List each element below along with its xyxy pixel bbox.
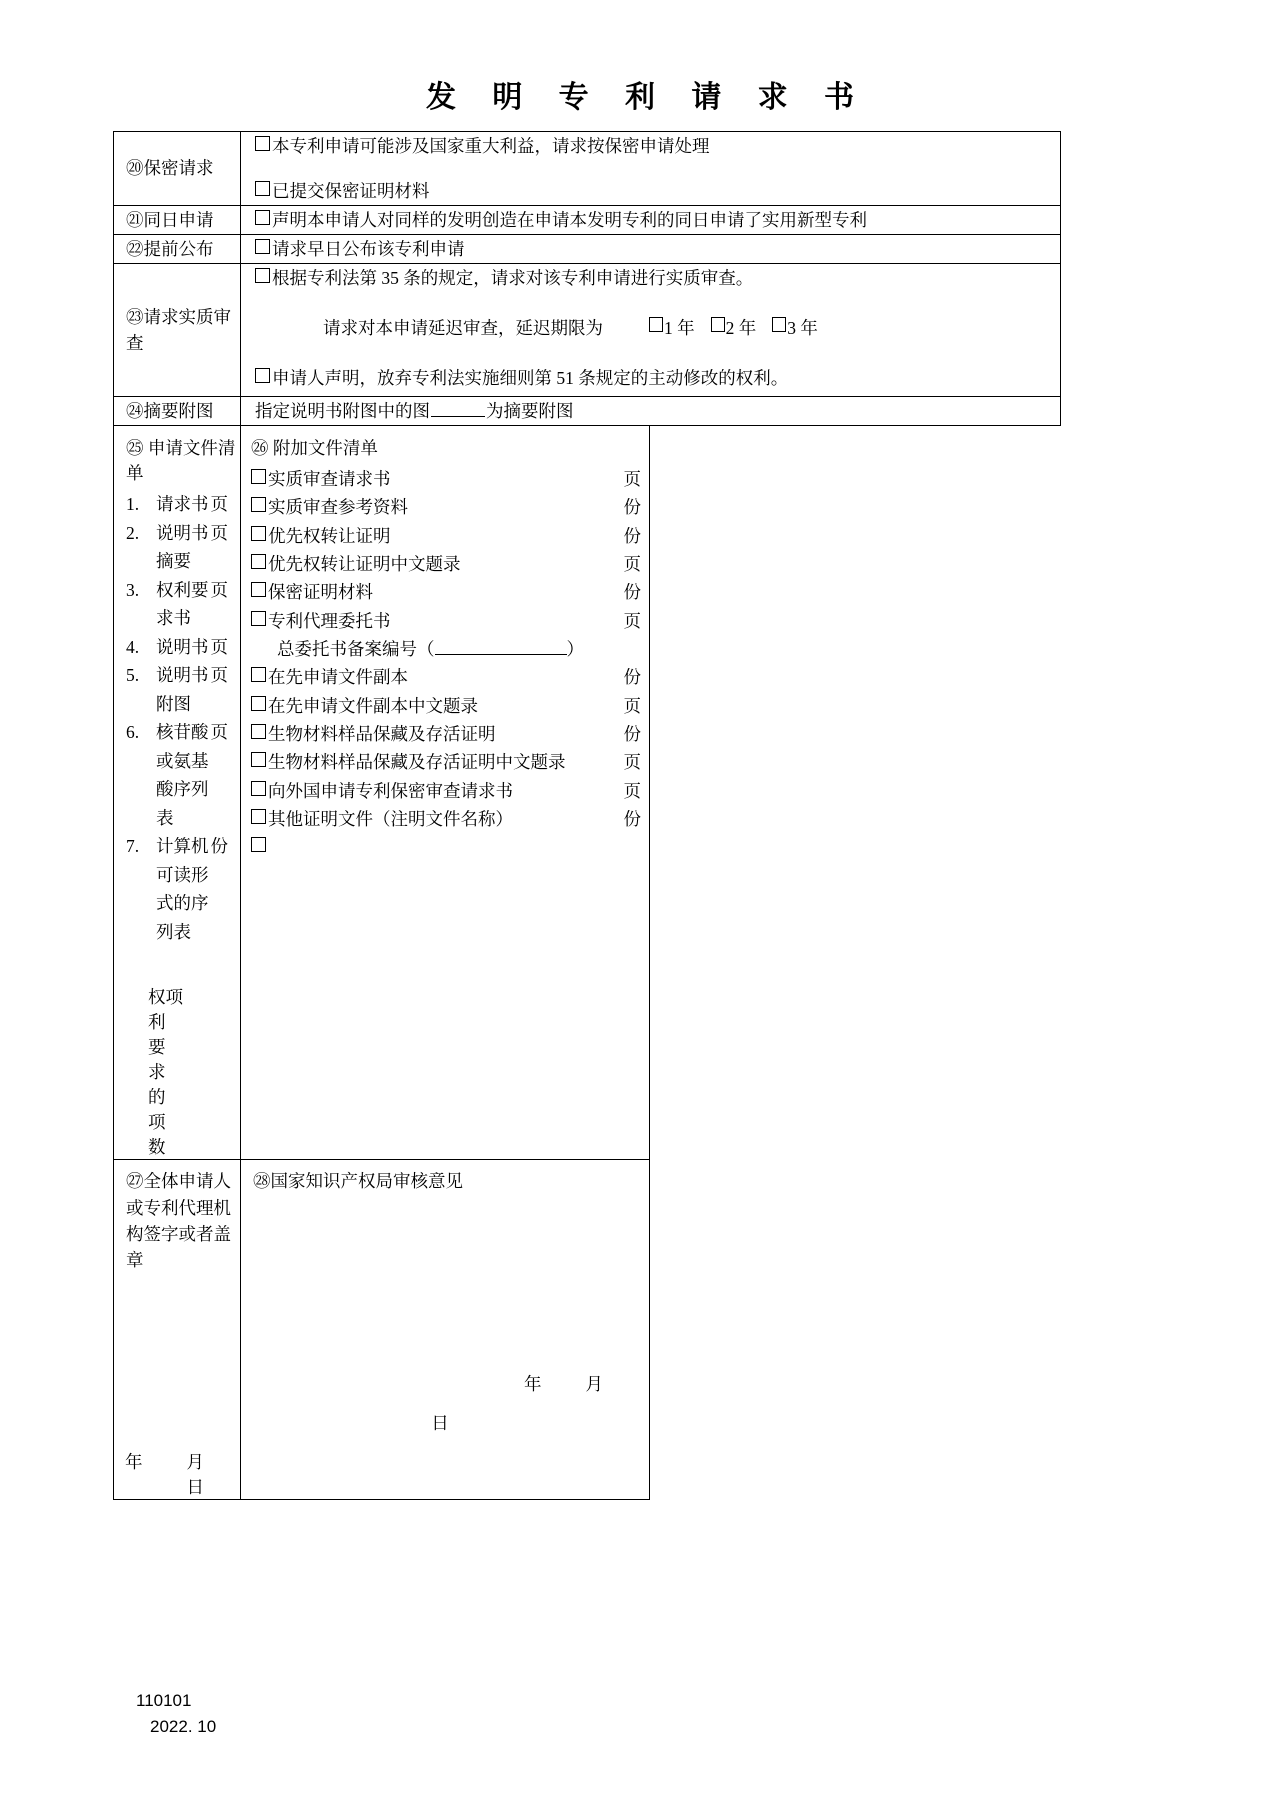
- section-21-label-text: 同日申请: [143, 209, 214, 230]
- section-27-number: ㉗: [126, 1171, 144, 1192]
- secrecy-option-1-row[interactable]: [255, 132, 1060, 160]
- date-year-label: 年: [524, 1373, 542, 1394]
- section-22-label: [126, 236, 240, 262]
- abstract-figure-text-before: 指定说明书附图中的图: [255, 401, 430, 421]
- section-24-number: ㉔: [126, 400, 144, 421]
- doc-name: 权利要求书: [156, 579, 209, 629]
- doc-unit: 份: [623, 582, 641, 603]
- doc-name: 保密证明材料: [268, 582, 373, 603]
- checkbox-icon[interactable]: [255, 239, 270, 254]
- section-28-date-row: [241, 1371, 649, 1396]
- doc-name: 计算机可读形式的序列表: [156, 836, 209, 942]
- section-23-number: ㉓: [126, 306, 144, 327]
- section-24-content: [241, 397, 1061, 426]
- checkbox-icon[interactable]: [255, 368, 270, 383]
- list-item[interactable]: [251, 663, 649, 691]
- checkbox-icon[interactable]: [772, 317, 786, 332]
- doc-name: 说明书: [156, 636, 209, 657]
- checkbox-icon[interactable]: [251, 837, 266, 852]
- section-20-label-text: 保密请求: [143, 158, 214, 179]
- list-item: [126, 519, 240, 576]
- checkbox-icon[interactable]: [255, 210, 270, 225]
- checkbox-icon[interactable]: [251, 526, 266, 541]
- list-item: [126, 661, 240, 718]
- doc-name: 说明书附图: [156, 665, 209, 714]
- substantive-exam-option-label: 根据专利法第 35 条的规定，请求对该专利申请进行实质审查。: [272, 268, 754, 288]
- doc-index: 7.: [126, 836, 140, 857]
- section-26-title-row: [251, 435, 649, 460]
- doc-name: 其他证明文件（注明文件名称）: [268, 809, 513, 830]
- doc-name: 核苷酸或氨基酸序列表: [156, 722, 209, 828]
- list-item[interactable]: [251, 465, 649, 493]
- section-21-number: ㉑: [126, 209, 144, 230]
- delay-option-2-year-label: 2 年: [725, 318, 757, 338]
- checkbox-icon[interactable]: [251, 781, 266, 796]
- section-23-label-cell: [114, 264, 241, 397]
- doc-name: 在先申请文件副本: [268, 667, 408, 688]
- doc-unit: 页: [623, 695, 641, 716]
- checkbox-icon[interactable]: [255, 136, 270, 151]
- list-item[interactable]: [251, 748, 649, 776]
- list-item[interactable]: [251, 578, 649, 606]
- doc-unit: 页: [623, 752, 641, 773]
- doc-unit: 页: [210, 636, 228, 657]
- doc-index: 3.: [126, 579, 140, 600]
- section-27-title: 全体申请人或专利代理机构签字或者盖章: [126, 1171, 231, 1270]
- checkbox-icon[interactable]: [251, 809, 266, 824]
- section-25-content: [114, 426, 241, 1160]
- delay-option-2-year[interactable]: [711, 314, 757, 342]
- doc-name: 说明书摘要: [156, 522, 209, 572]
- secrecy-option-2-row[interactable]: [255, 177, 1060, 205]
- delayed-exam-label: 请求对本申请延迟审查，延迟期限为: [323, 318, 603, 338]
- doc-unit: 页: [623, 554, 641, 575]
- waive-amendment-option-row[interactable]: [255, 364, 1060, 392]
- abstract-figure-input[interactable]: [431, 399, 485, 417]
- section-28-title-row: [241, 1160, 649, 1194]
- list-item[interactable]: [251, 493, 649, 521]
- section-row-24: [114, 397, 1061, 426]
- section-row-27-28: [114, 1160, 1061, 1500]
- agency-registration-input[interactable]: [435, 637, 567, 655]
- doc-name: 生物材料样品保藏及存活证明: [268, 724, 496, 745]
- delay-option-3-year-label: 3 年: [787, 318, 818, 338]
- section-28-day-row: [241, 1396, 649, 1435]
- doc-unit: 份: [623, 497, 641, 518]
- section-23-label: [126, 304, 240, 357]
- abstract-figure-line: [255, 397, 1060, 425]
- doc-unit: 页: [623, 610, 641, 631]
- doc-name: 实质审查请求书: [268, 469, 391, 489]
- section-24-label-cell: [114, 397, 241, 426]
- additional-document-list: [251, 465, 649, 850]
- list-item[interactable]: [251, 805, 649, 833]
- section-22-label-cell: [114, 235, 241, 264]
- list-item[interactable]: [251, 550, 649, 578]
- claims-count-row: [126, 984, 240, 1159]
- doc-unit: 页: [210, 522, 228, 543]
- doc-unit: 页: [210, 494, 228, 514]
- checkbox-icon[interactable]: [251, 724, 266, 739]
- section-20-label-cell: [114, 132, 241, 206]
- date-month-label: 月: [585, 1373, 603, 1394]
- doc-index: 5.: [126, 665, 140, 686]
- section-row-25-26: [114, 426, 1061, 1160]
- doc-index: 1.: [126, 494, 140, 514]
- section-28-content: [241, 1160, 650, 1500]
- section-row-22: [114, 235, 1061, 264]
- form-date: 2022. 10: [150, 1716, 217, 1736]
- claims-count-label: 权利要求的项数: [148, 987, 166, 1158]
- doc-unit: 页: [210, 722, 228, 743]
- section-27-date-row: [114, 1449, 240, 1499]
- section-28-title: 国家知识产权局审核意见: [270, 1171, 463, 1192]
- section-26-title: 附加文件清单: [272, 438, 378, 458]
- date-year-label: 年: [125, 1452, 143, 1473]
- substantive-exam-option-row[interactable]: [255, 264, 1060, 292]
- doc-unit: 份: [210, 836, 228, 857]
- doc-name: 生物材料样品保藏及存活证明中文题录: [268, 752, 566, 773]
- checkbox-icon[interactable]: [251, 554, 266, 569]
- footer: [136, 1688, 216, 1739]
- agency-registration-row: [251, 635, 649, 663]
- section-28-number: ㉘: [253, 1171, 271, 1192]
- list-item[interactable]: [251, 607, 649, 635]
- doc-name: 专利代理委托书: [268, 610, 391, 631]
- early-publication-option-row[interactable]: [255, 235, 1060, 263]
- section-20-number: ⑳: [126, 158, 144, 179]
- section-row-21: [114, 206, 1061, 235]
- abstract-figure-text-after: 为摘要附图: [486, 401, 574, 421]
- checkbox-icon[interactable]: [649, 317, 663, 332]
- secrecy-option-1-label: 本专利申请可能涉及国家重大利益，请求按保密申请处理: [272, 136, 710, 156]
- doc-unit: 页: [210, 665, 228, 686]
- doc-index: 2.: [126, 522, 140, 543]
- list-item[interactable]: [251, 692, 649, 720]
- doc-name: 在先申请文件副本中文题录: [268, 695, 478, 716]
- doc-index: 6.: [126, 722, 140, 743]
- section-24-label-text: 摘要附图: [143, 400, 214, 421]
- doc-unit: 份: [623, 525, 641, 546]
- secrecy-option-2-label: 已提交保密证明材料: [272, 181, 430, 201]
- section-23-content: [241, 264, 1061, 397]
- same-day-option-row[interactable]: [255, 206, 1060, 234]
- checkbox-icon[interactable]: [711, 317, 725, 332]
- section-27-content: [114, 1160, 241, 1500]
- doc-unit: 份: [623, 724, 641, 745]
- section-21-content: [241, 206, 1061, 235]
- page-title: 发 明 专 利 请 求 书: [425, 81, 868, 114]
- section-26-spacer: [251, 850, 649, 968]
- list-item[interactable]: [251, 777, 649, 805]
- section-22-content: [241, 235, 1061, 264]
- checkbox-icon[interactable]: [251, 497, 266, 512]
- date-month-label: 月: [186, 1452, 204, 1473]
- section-25-title: 申请文件清单: [126, 438, 236, 483]
- section-27-title-row: [114, 1160, 240, 1273]
- agency-registration-close: ）: [566, 639, 584, 660]
- form-code: 110101: [136, 1691, 192, 1710]
- same-day-option-label: 声明本申请人对同样的发明创造在申请本发明专利的同日申请了实用新型专利: [272, 210, 867, 230]
- section-22-number: ㉒: [126, 238, 144, 259]
- section-21-label: [126, 207, 240, 233]
- checkbox-icon[interactable]: [255, 268, 270, 283]
- section-25-number: ㉕: [126, 438, 144, 458]
- delay-option-1-year[interactable]: [649, 314, 695, 342]
- doc-unit: 份: [623, 809, 641, 830]
- delayed-exam-row: [255, 314, 1060, 342]
- doc-unit: 份: [623, 667, 641, 688]
- section-26-number: ㉖: [251, 438, 269, 458]
- section-row-23: [114, 264, 1061, 397]
- section-22-label-text: 提前公布: [143, 238, 214, 259]
- list-item: [126, 633, 240, 662]
- section-20-content: [241, 132, 1061, 206]
- checkbox-icon[interactable]: [251, 667, 266, 682]
- list-item: [126, 490, 240, 519]
- list-item: [126, 832, 240, 946]
- doc-unit: 页: [623, 780, 641, 801]
- early-publication-option-label: 请求早日公布该专利申请: [272, 239, 465, 259]
- waive-amendment-option-label: 申请人声明，放弃专利法实施细则第 51 条规定的主动修改的权利。: [272, 368, 789, 388]
- doc-name: 优先权转让证明: [268, 525, 391, 546]
- checkbox-icon[interactable]: [251, 469, 266, 484]
- application-document-list: [126, 490, 240, 946]
- agency-registration-label: 总委托书备案编号（: [277, 639, 435, 660]
- section-26-content: [241, 426, 650, 1160]
- signature-area[interactable]: [114, 1273, 240, 1449]
- checkbox-icon[interactable]: [251, 611, 266, 626]
- date-day-label: 日: [431, 1412, 449, 1433]
- list-item: [126, 576, 240, 633]
- section-20-label: [126, 155, 240, 181]
- doc-name: 向外国申请专利保密审查请求书: [268, 780, 513, 801]
- checkbox-icon[interactable]: [251, 752, 266, 767]
- section-row-20: [114, 132, 1061, 206]
- review-comment-area[interactable]: [241, 1195, 649, 1371]
- list-item-blank[interactable]: [251, 833, 649, 850]
- doc-name: 优先权转让证明中文题录: [268, 554, 461, 575]
- doc-name: 实质审查参考资料: [268, 497, 408, 518]
- doc-index: 4.: [126, 636, 140, 657]
- list-item: [126, 718, 240, 832]
- section-21-label-cell: [114, 206, 241, 235]
- section-24-label: [126, 398, 240, 424]
- checkbox-icon[interactable]: [251, 582, 266, 597]
- form-table-wrapper: [113, 131, 1060, 1500]
- section-25-title-row: [126, 435, 240, 485]
- form-table: [113, 131, 1061, 1500]
- doc-unit: 页: [623, 469, 641, 489]
- doc-name: 请求书: [156, 494, 209, 514]
- checkbox-icon[interactable]: [251, 696, 266, 711]
- checkbox-icon[interactable]: [255, 181, 270, 196]
- delay-option-1-year-label: 1 年: [664, 318, 695, 338]
- date-day-label: 日: [186, 1477, 204, 1498]
- delay-option-3-year[interactable]: [772, 314, 818, 342]
- claims-count-unit: 项: [165, 987, 183, 1008]
- list-item[interactable]: [251, 720, 649, 748]
- doc-unit: 页: [210, 579, 228, 600]
- section-23-label-text: 请求实质审查: [126, 306, 231, 353]
- list-item[interactable]: [251, 522, 649, 550]
